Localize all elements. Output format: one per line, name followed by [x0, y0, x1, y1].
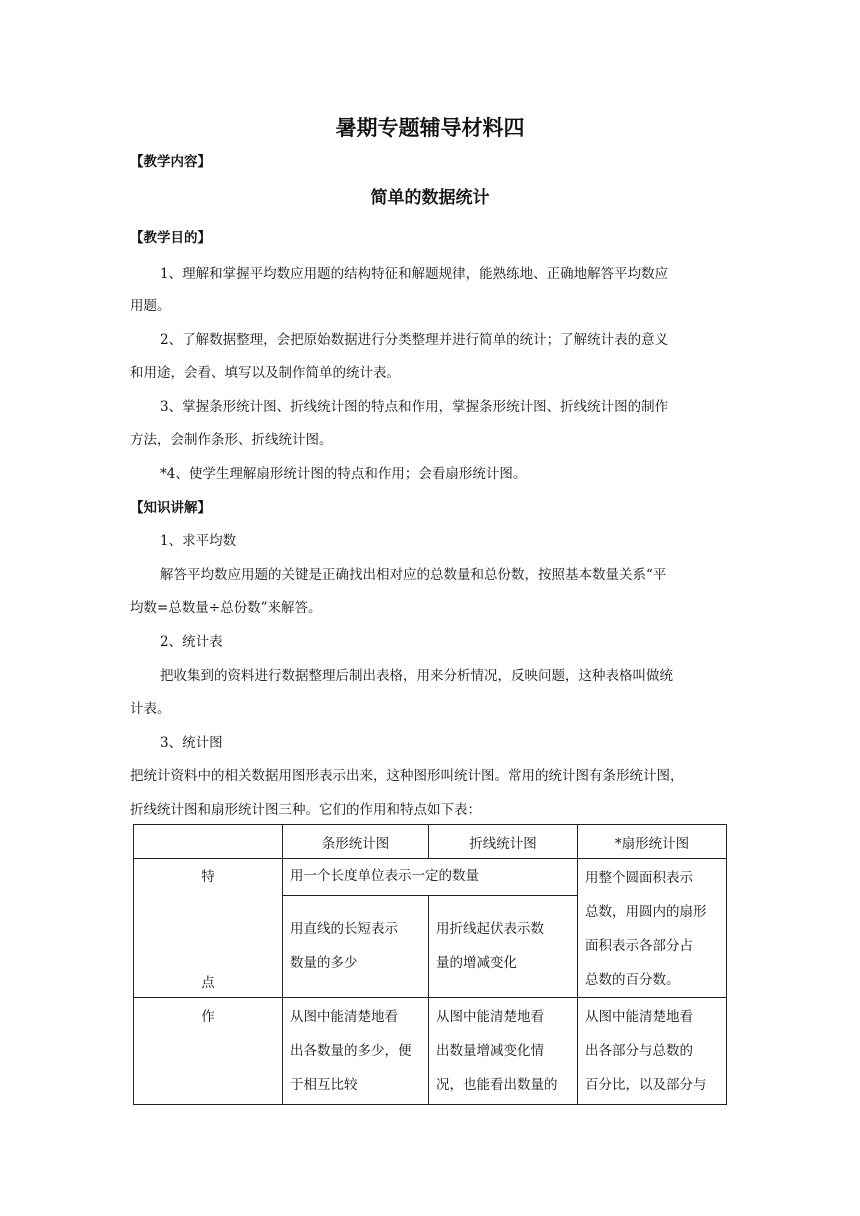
feature-line-line: 用折线起伏表示数: [436, 921, 544, 938]
feature-bar-line: 数量的多少: [290, 955, 358, 972]
table-header-cell: 条形统计图: [283, 825, 429, 859]
knowledge-line: 均数=总数量÷总份数”来解答。: [130, 600, 322, 616]
table-header-row: [134, 825, 727, 859]
knowledge-heading: 【知识讲解】: [130, 500, 211, 516]
knowledge-line: 2、统计表: [160, 634, 223, 650]
feature-bar-cell: [283, 895, 429, 997]
chart-comparison-table: [133, 824, 727, 1105]
knowledge-line: 把统计资料中的相关数据用图形表示出来，这种图形叫统计图。常用的统计图有条形统计图，: [130, 768, 684, 784]
function-bar-line: 于相互比较: [290, 1077, 358, 1093]
feature-pie-line: 用整个圆面积表示: [585, 870, 693, 886]
feature-line-cell: [429, 895, 578, 997]
aims-line: *4、使学生理解扇形统计图的特点和作用；会看扇形统计图。: [160, 466, 527, 482]
function-pie-line: 出各部分与总数的: [585, 1043, 693, 1059]
knowledge-line: 计表。: [130, 701, 171, 717]
function-line-line: 出数量增减变化情: [436, 1043, 544, 1059]
content-heading: 【教学内容】: [130, 154, 211, 170]
table-header-cell: 折线统计图: [429, 825, 578, 859]
feature-label-top: 特: [201, 869, 215, 885]
aims-line: 和用途，会看、填写以及制作简单的统计表。: [130, 365, 400, 381]
function-pie-line: 百分比，以及部分与: [585, 1077, 707, 1093]
feature-pie-cell: [578, 859, 727, 998]
aims-heading: 【教学目的】: [130, 230, 211, 246]
knowledge-line: 解答平均数应用题的关键是正确找出相对应的总数量和总份数，按照基本数量关系“平: [160, 567, 667, 583]
function-label-cell: [134, 998, 283, 1105]
knowledge-line: 1、求平均数: [160, 533, 237, 549]
feature-shared-cell: [283, 859, 578, 896]
aims-line: 用题。: [130, 298, 171, 314]
function-line-cell: [429, 998, 578, 1105]
function-bar-cell: [283, 998, 429, 1105]
table-header-cell: [134, 825, 283, 859]
table-header-cell: *扇形统计图: [578, 825, 727, 859]
function-bar-line: 从图中能清楚地看: [290, 1009, 398, 1025]
function-pie-cell: [578, 998, 727, 1105]
aims-line: 3、掌握条形统计图、折线统计图的特点和作用，掌握条形统计图、折线统计图的制作: [160, 399, 669, 415]
feature-pie-line: 面积表示各部分占: [585, 938, 693, 954]
aims-line: 方法，会制作条形、折线统计图。: [130, 432, 333, 448]
function-bar-line: 出各数量的多少，便: [290, 1043, 412, 1059]
function-line-line: 从图中能清楚地看: [436, 1009, 544, 1025]
document-title: 暑期专题辅导材料四: [335, 116, 525, 140]
knowledge-line: 3、统计图: [160, 735, 223, 751]
feature-line-line: 量的增减变化: [436, 955, 517, 972]
function-label: 作: [201, 1009, 215, 1025]
document-subtitle: 简单的数据统计: [370, 188, 490, 208]
knowledge-line: 把收集到的资料进行数据整理后制出表格，用来分析情况，反映问题，这种表格叫做统: [160, 668, 673, 684]
feature-label-bottom: 点: [201, 975, 215, 991]
table-row-feature-shared: [134, 859, 727, 896]
function-pie-line: 从图中能清楚地看: [585, 1009, 693, 1025]
knowledge-line: 折线统计图和扇形统计图三种。它们的作用和特点如下表：: [130, 802, 481, 818]
feature-label-cell: [134, 859, 283, 998]
table-row-function: [134, 998, 727, 1105]
feature-bar-line: 用直线的长短表示: [290, 921, 398, 938]
feature-pie-line: 总数，用圆内的扇形: [585, 904, 707, 920]
function-line-line: 况，也能看出数量的: [436, 1077, 558, 1093]
feature-pie-line: 总数的百分数。: [585, 972, 680, 988]
aims-line: 2、了解数据整理，会把原始数据进行分类整理并进行简单的统计；了解统计表的意义: [160, 332, 669, 348]
aims-line: 1、理解和掌握平均数应用题的结构特征和解题规律，能熟练地、正确地解答平均数应: [160, 266, 669, 282]
feature-shared-text: 用一个长度单位表示一定的数量: [290, 868, 479, 884]
